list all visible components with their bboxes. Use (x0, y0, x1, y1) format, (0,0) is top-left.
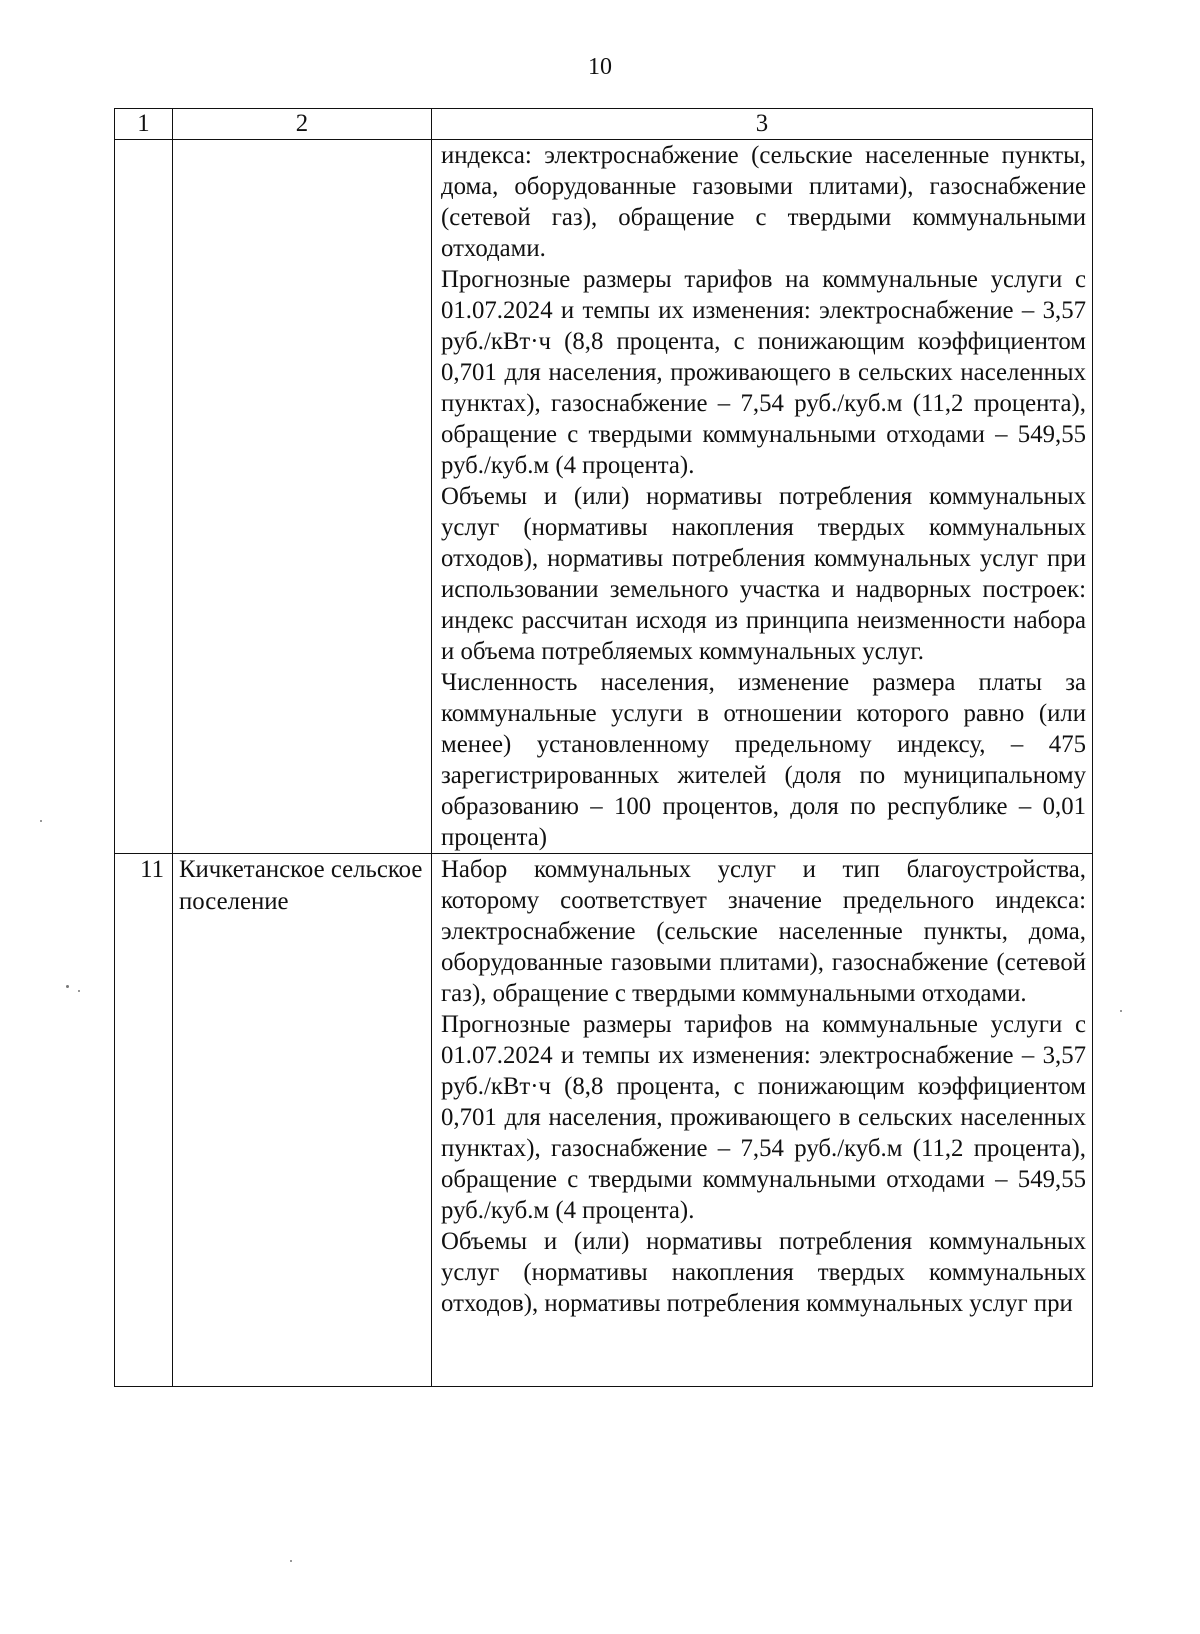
header-col-2: 2 (173, 109, 432, 140)
header-col-3: 3 (432, 109, 1093, 140)
description-paragraph: Объемы и (или) нормативы потребления коммунальных услуг (нормативы накопления твердых коммунальных отходов), нормативы потребления коммунальных услуг при (441, 1228, 1086, 1317)
table-row (115, 854, 1093, 1387)
tariff-table (114, 108, 1093, 1387)
scan-speck (290, 1560, 292, 1562)
row-description (432, 854, 1093, 1387)
settlement-name: Кичкетанское сельское поселение (173, 854, 432, 1387)
description-paragraph: индекса: электроснабжение (сельские населенные пункты, дома, оборудованные газовыми плитами), газоснабжение (сетевой газ), обращение с твердыми коммунальными отходами. (441, 142, 1086, 262)
row-number: 11 (115, 854, 173, 1387)
header-col-1: 1 (115, 109, 173, 140)
table-row (115, 140, 1093, 854)
row-description (432, 140, 1093, 854)
description-clip (441, 854, 1086, 1386)
scan-speck (78, 990, 80, 992)
description-paragraph: Набор коммунальных услуг и тип благоустройства, которому соответствует значение предельного индекса: электроснабжение (сельские населенные пункты, дома, оборудованные газовыми плитами), газоснабжение (сетевой газ), обращение с твердыми коммунальными отходами. (441, 856, 1086, 1007)
page-number: 10 (588, 54, 612, 80)
row-number (115, 140, 173, 854)
scan-speck (40, 820, 42, 822)
scan-speck (66, 985, 69, 988)
description-paragraph: Численность населения, изменение размера платы за коммунальные услуги в отношении которого равно (или менее) установленному предельному индексу, – 475 зарегистрированных жителей (доля по муниципальному образованию – 100 процентов, доля по республике – 0,01 процента) (441, 669, 1086, 851)
description-paragraph: Прогнозные размеры тарифов на коммунальные услуги с 01.07.2024 и темпы их изменения: электроснабжение – 3,57 руб./кВт·ч (8,8 процента, с понижающим коэффициентом 0,701 для населения, проживающего в сельских населенных пунктах), газоснабжение – 7,54 руб./куб.м (11,2 процента), обращение с твердыми коммунальными отходами – 549,55 руб./куб.м (4 процента). (441, 266, 1086, 479)
table-header-row (115, 109, 1093, 140)
description-paragraph: Прогнозные размеры тарифов на коммунальные услуги с 01.07.2024 и темпы их изменения: электроснабжение – 3,57 руб./кВт·ч (8,8 процента, с понижающим коэффициентом 0,701 для населения, проживающего в сельских населенных пунктах), газоснабжение – 7,54 руб./куб.м (11,2 процента), обращение с твердыми коммунальными отходами – 549,55 руб./куб.м (4 процента). (441, 1011, 1086, 1224)
description-paragraph: Объемы и (или) нормативы потребления коммунальных услуг (нормативы накопления твердых коммунальных отходов), нормативы потребления коммунальных услуг при использовании земельного участка и надворных построек: индекс рассчитан исходя из принципа неизменности набора и объема потребляемых коммунальных услуг. (441, 483, 1086, 665)
settlement-name (173, 140, 432, 854)
scan-speck (1120, 1010, 1122, 1012)
